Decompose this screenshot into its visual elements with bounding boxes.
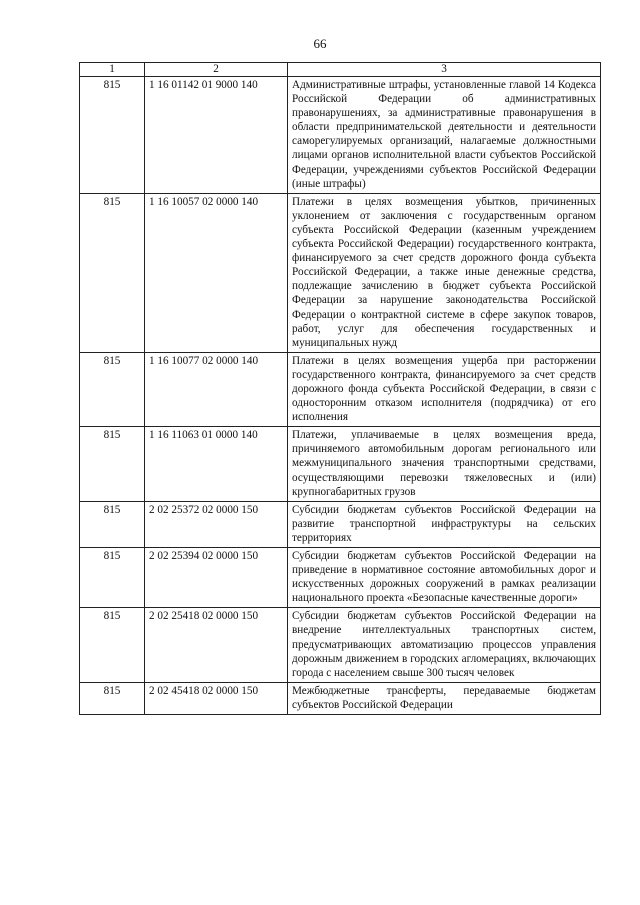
administrator-code: 815: [80, 682, 145, 714]
budget-classification-code: 2 02 25394 02 0000 150: [145, 548, 288, 608]
budget-classification-table: [79, 62, 601, 715]
administrator-code: 815: [80, 608, 145, 682]
column-header-1: 1: [80, 63, 145, 77]
budget-classification-code: 2 02 45418 02 0000 150: [145, 682, 288, 714]
budget-classification-code: 2 02 25418 02 0000 150: [145, 608, 288, 682]
table-row: [80, 427, 601, 501]
administrator-code: 815: [80, 352, 145, 426]
income-description: Субсидии бюджетам субъектов Российской Федерации на развитие транспортной инфраструктуры на сельских территориях: [288, 501, 601, 547]
budget-classification-code: 1 16 01142 01 9000 140: [145, 77, 288, 194]
budget-classification-code: 1 16 11063 01 0000 140: [145, 427, 288, 501]
table-row: [80, 682, 601, 714]
income-description: Субсидии бюджетам субъектов Российской Федерации на внедрение интеллектуальных транспортных систем, предусматривающих автоматизацию процессов управления дорожным движением в городских агломерациях, включающих города с населением свыше 300 тысяч человек: [288, 608, 601, 682]
column-header-2: 2: [145, 63, 288, 77]
table-row: [80, 501, 601, 547]
page-number: 66: [313, 36, 327, 51]
budget-classification-code: 1 16 10077 02 0000 140: [145, 352, 288, 426]
budget-classification-code: 1 16 10057 02 0000 140: [145, 193, 288, 352]
income-description: Платежи, уплачиваемые в целях возмещения вреда, причиняемого автомобильным дорогам регионального или межмуниципального значения транспортными средствами, осуществляющими перевозки тяжеловесных и (или) крупногабаритных грузов: [288, 427, 601, 501]
table-row: [80, 608, 601, 682]
table-row: [80, 352, 601, 426]
table-header: [80, 63, 601, 77]
header-row: [80, 63, 601, 77]
column-header-3: 3: [288, 63, 601, 77]
administrator-code: 815: [80, 77, 145, 194]
administrator-code: 815: [80, 548, 145, 608]
income-description: Субсидии бюджетам субъектов Российской Федерации на приведение в нормативное состояние автомобильных дорог и искусственных дорожных сооружений в рамках реализации национального проекта «Безопасные качественные дороги»: [288, 548, 601, 608]
budget-classification-code: 2 02 25372 02 0000 150: [145, 501, 288, 547]
table-row: [80, 193, 601, 352]
income-description: Платежи в целях возмещения ущерба при расторжении государственного контракта, финансируемого за счет средств дорожного фонда субъекта Российской Федерации, в связи с односторонним отказом исполнителя (подрядчика) от его исполнения: [288, 352, 601, 426]
income-description: Платежи в целях возмещения убытков, причиненных уклонением от заключения с государственным органом субъекта Российской Федерации (казенным учреждением субъекта Российской Федерации) государственного контракта, финансируемого за счет средств дорожного фонда субъекта Российской Федерации, а также иные денежные средства, подлежащие зачислению в бюджет субъекта Российской Федерации за нарушение законодательства Российской Федерации о контрактной системе в сфере закупок товаров, работ, услуг для обеспечения государственных и муниципальных нужд: [288, 193, 601, 352]
administrator-code: 815: [80, 193, 145, 352]
administrator-code: 815: [80, 427, 145, 501]
income-description: Межбюджетные трансферты, передаваемые бюджетам субъектов Российской Федерации: [288, 682, 601, 714]
table-row: [80, 77, 601, 194]
table-row: [80, 548, 601, 608]
administrator-code: 815: [80, 501, 145, 547]
table-body: [80, 77, 601, 715]
income-description: Административные штрафы, установленные главой 14 Кодекса Российской Федерации об административных правонарушениях, за административные правонарушения в области предпринимательской деятельности и деятельности саморегулируемых организаций, налагаемые должностными лицами органов исполнительной власти субъектов Российской Федерации, учреждениями субъектов Российской Федерации (иные штрафы): [288, 77, 601, 194]
